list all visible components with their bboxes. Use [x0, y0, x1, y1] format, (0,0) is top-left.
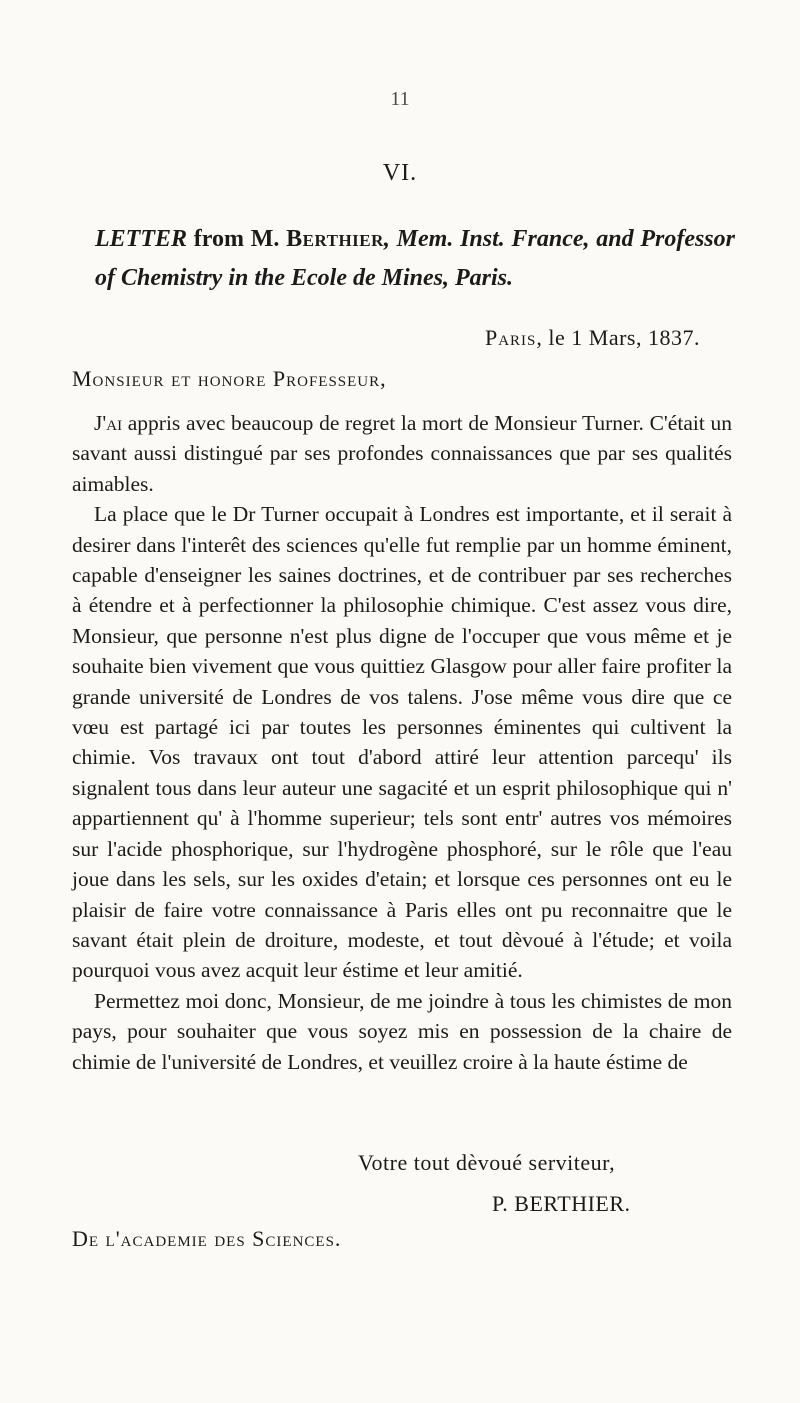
salutation: Monsieur et honore Professeur, [72, 366, 387, 391]
closing: Votre tout dèvoué serviteur, [358, 1150, 616, 1175]
heading-rest: , Mem. Inst. France, and Professor of Chemistry in the Ecole de Mines, Paris. [95, 226, 735, 291]
paragraph-2: La place que le Dr Turner occupait à Londres est importante, et il serait à desirer dans l'interêt des sciences qu'elle fut remplie par un homme éminent, capable d'enseigner les saines doctrines, et de contribuer par ses recherches à étendre et à perfectionner la philosophie chimique. C'est assez vous dire, Monsieur, que personne n'est plus digne de l'occuper que vous même et je souhaite bien vivement que vous quittiez Glasgow pour aller faire profiter la grande université de Londres de vos talens. J'ose même vous dire que ce vœu est partagé ici par toutes les personnes éminentes qui cultivent la chimie. Vos travaux ont tout d'abord attiré leur attention parcequ' ils signalent tous dans leur auteur une sagacité et un esprit philosophique qui n' appartiennent qu' à l'homme superieur; tels sont entr' autres vos mémoires sur l'acide phosphorique, sur l'hydrogène phosphoré, sur le rôle que l'eau joue dans les sels, sur les oxides d'etain; et lorsque ces personnes ont eu le plaisir de faire votre connaissance à Paris elles ont pu reconnaitre que le savant était plein de droiture, modeste, et tout dèvoué à l'étude; et voila pourquoi vous avez acquit leur éstime et leur amitié. [72, 502, 732, 983]
heading-prefix: LETTER [95, 226, 188, 252]
affiliation-footer: De l'academie des Sciences. [72, 1226, 342, 1251]
dateline-place: Paris [484, 325, 537, 350]
letter-body [72, 408, 732, 1077]
heading-author: Berthier [286, 226, 384, 252]
signature: P. BERTHIER. [492, 1191, 631, 1216]
paragraph-1-text: appris avec beaucoup de regret la mort de Monsieur Turner. C'était un savant aussi distingué par ses profondes connaissances que par ses qualités aimables. [72, 411, 732, 496]
paragraph-1-lead: J'ai [94, 411, 123, 435]
dateline-date: , le 1 Mars, 1837. [536, 325, 700, 350]
section-number: VI. [382, 160, 418, 186]
dateline [485, 325, 700, 351]
page-number: 11 [390, 88, 410, 110]
letter-heading [95, 220, 735, 298]
heading-from: from M. [187, 226, 287, 252]
paragraph-1 [72, 408, 732, 499]
paragraph-3: Permettez moi donc, Monsieur, de me joindre à tous les chimistes de mon pays, pour souhaiter que vous soyez mis en possession de la chaire de chimie de l'université de Londres, et veuillez croire à la haute éstime de [72, 988, 732, 1074]
